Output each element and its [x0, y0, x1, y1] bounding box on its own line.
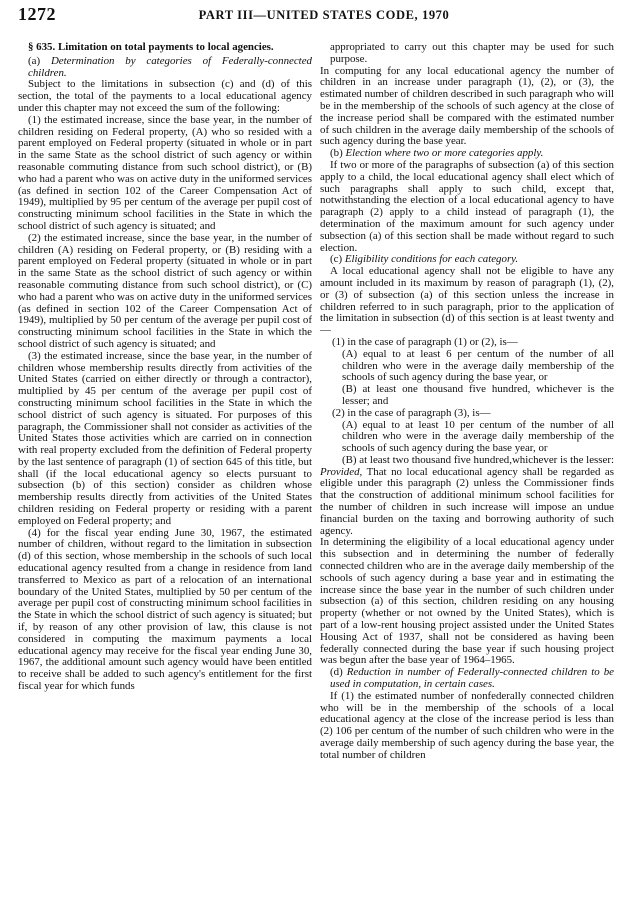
subsection-a-heading — [18, 56, 312, 80]
clause-c-2-a: (A) equal to at least 10 per centum of the number of all children who were in the average daily membership of the schools of such agency during the base year, or — [342, 418, 614, 455]
subsection-c-text: A local educational agency shall not be eligible to have any amount included in its maximum by reason of paragraph (1), (2), or (3) of subsection (a) of this section unless the increase in children referred to in such paragraph, prior to the application of the limitation in subsection (d) of this section is at least twenty and— — [320, 265, 614, 337]
subsection-a-caption: Determination by categories of Federally-connected children. — [28, 54, 312, 79]
intro-paragraph: Subject to the limitations in subsection (c) and (d) of this section, the total of the payments to a local educational agency under this chapter may not exceed the sum of the following: — [18, 78, 312, 114]
paragraph-2: (2) the estimated increase, since the base year, in the number of children (A) residing on Federal property, or (B) residing with a parent employed on Federal property (situated in whole or in part in the same State as the school district of such agency or within reasonable commuting distance from such school district), or (C) who had a parent who was on active duty in the uniformed services (as defined in section 102 of the Career Compensation Act of 1949), multiplied by 50 per centum of the average per pupil cost of constructing minimum school facilities in the State in which the school district of such agency is situated; and — [18, 231, 312, 350]
subsection-b-label: (b) — [330, 147, 343, 160]
page-number: 1272 — [18, 4, 56, 24]
page-header — [0, 0, 628, 40]
paragraph-3: (3) the estimated increase, since the base year, in the number of children whose membership results directly from activities of the United States (carried on either directly or through a contractor), multiplied by 45 per centum of the average per pupil cost of constructing minimum school facilities in the State in which the school district of such agency is situated. For purposes of this paragraph, the Commissioner shall not consider as activities of the United States those activities which are carried on in connection with real property excluded from the definition of Federal property by the last sentence of paragraph (1) of section 645 of this title, but shall (if the local educational agency so elects pursuant to subsection (b) of this section) consider as children whose membership results directly from activities of the United States children residing on Federal property or residing with a parent employed on Federal property; and — [18, 349, 312, 527]
subsection-c-label: (c) — [330, 253, 343, 266]
paragraph-1: (1) the estimated increase, since the base year, in the number of children residing on Federal property, (A) who so resided with a parent employed on Federal property (situated in whole or in part in the same State as the school district of such agency or within reasonable commuting distance from such school district), or (B) who had a parent who was on active duty in the uniformed services (as defined in section 102 of the Career Compensation Act of 1949), multiplied by 95 per centum of the average per pupil cost of constructing minimum school facilities in the State in which the school district of such agency is situated; and — [18, 113, 312, 232]
left-column — [18, 42, 312, 693]
provided-word: Provided, — [320, 465, 363, 478]
clause-c-2-b-rest: That no local educational agency shall be regarded as eligible under this paragraph (2) unless the Commissioner finds that the construction of additional minimum school facilities for the number of children in such increase will impose an undue financial burden on the taxing and borrowing authority of such agency. — [320, 465, 615, 537]
subsection-d-label: (d) — [330, 666, 343, 679]
clause-c-1-a: (A) equal to at least 6 per centum of the number of all children who were in the average daily membership of the schools of such agency during the base year, or — [342, 347, 614, 384]
subsection-a-label: (a) — [28, 54, 41, 67]
computing-paragraph: In computing for any local educational agency the number of children in an increase under paragraph (1), (2), or (3), the estimated number of children described in such paragraph who will be in the membership of the schools of such agency at the close of the increase period shall be compared with the estimated number of such children in the average daily membership of the schools of such agency during the base year. — [320, 64, 614, 148]
section-heading: § 635. Limitation on total payments to local agencies. — [28, 41, 274, 53]
clause-c-2: (2) in the case of paragraph (3), is— — [332, 406, 491, 419]
determining-paragraph: In determining the eligibility of a local educational agency under this subsection and in determining the number of federally connected children who are in the average daily membership of the schools of such agency during a base year and in estimating the increase since the base year in the number of such children under subsection (a) of this section, children residing on any housing property (whether or not owned by the United States), which is part of a low-rent housing project assisted under the United States Housing Act of 1937, shall not be considered as having been federally connected during the base year if such housing project was begun after the base year of 1964–1965. — [320, 536, 614, 667]
clause-c-1-b: (B) at least one thousand five hundred, whichever is the lesser; and — [342, 383, 614, 407]
paragraph-4: (4) for the fiscal year ending June 30, 1967, the estimated number of children, without regard to the limitation in subsection (d) of this section, whose membership in the schools of such local educational agency resulted from a change in residence from land transferred to Mexico as part of a relocation of an international boundary of the United States, multiplied by 50 per centum of the average per pupil cost of constructing minimum school facilities in the State in which the school district of such agency is situated; but if, by reason of any other provision of law, this clause is not considered in computing the maximum payments a local educational agency may receive for the fiscal year ending June 30, 1967, the additional amount such agency would have been entitled to receive shall be added to such agency's entitlement for the first fiscal year for which funds — [18, 526, 312, 693]
subsection-b-caption: Election where two or more categories apply. — [345, 147, 544, 160]
subsection-d-caption: Reduction in number of Federally-connected children to be used in computation, in certain cases. — [330, 666, 614, 691]
clause-c-1: (1) in the case of paragraph (1) or (2), is— — [332, 335, 518, 348]
subsection-d-text: If (1) the estimated number of nonfederally connected children who will be in the membership of the schools of a local educational agency at the close of the increase period is less than (2) 106 per centum of the number of such children who were in the average daily membership of such agency during the base year, the total number of children — [320, 689, 614, 761]
running-head: PART III—UNITED STATES CODE, 1970 — [198, 8, 450, 22]
paragraph-4-continued: appropriated to carry out this chapter may be used for such purpose. — [330, 41, 614, 65]
subsection-d-heading — [320, 667, 614, 691]
subsection-b-text: If two or more of the paragraphs of subsection (a) of this section apply to a child, the local educational agency shall elect which of such paragraphs shall apply to such child, except that, notwithstanding the election of a local educational agency to have paragraph (2) apply to a child instead of paragraph (1), the determination of the maximum amount for such agency under subsection (a) of this section shall be made without regard to such election. — [320, 158, 614, 254]
clause-c-2-b-start: (B) at least two thousand five hundred,whichever is the lesser: — [342, 453, 614, 466]
clause-c-2-b — [320, 455, 614, 538]
subsection-c-caption: Eligibility conditions for each category. — [344, 253, 519, 266]
right-column — [320, 42, 614, 762]
